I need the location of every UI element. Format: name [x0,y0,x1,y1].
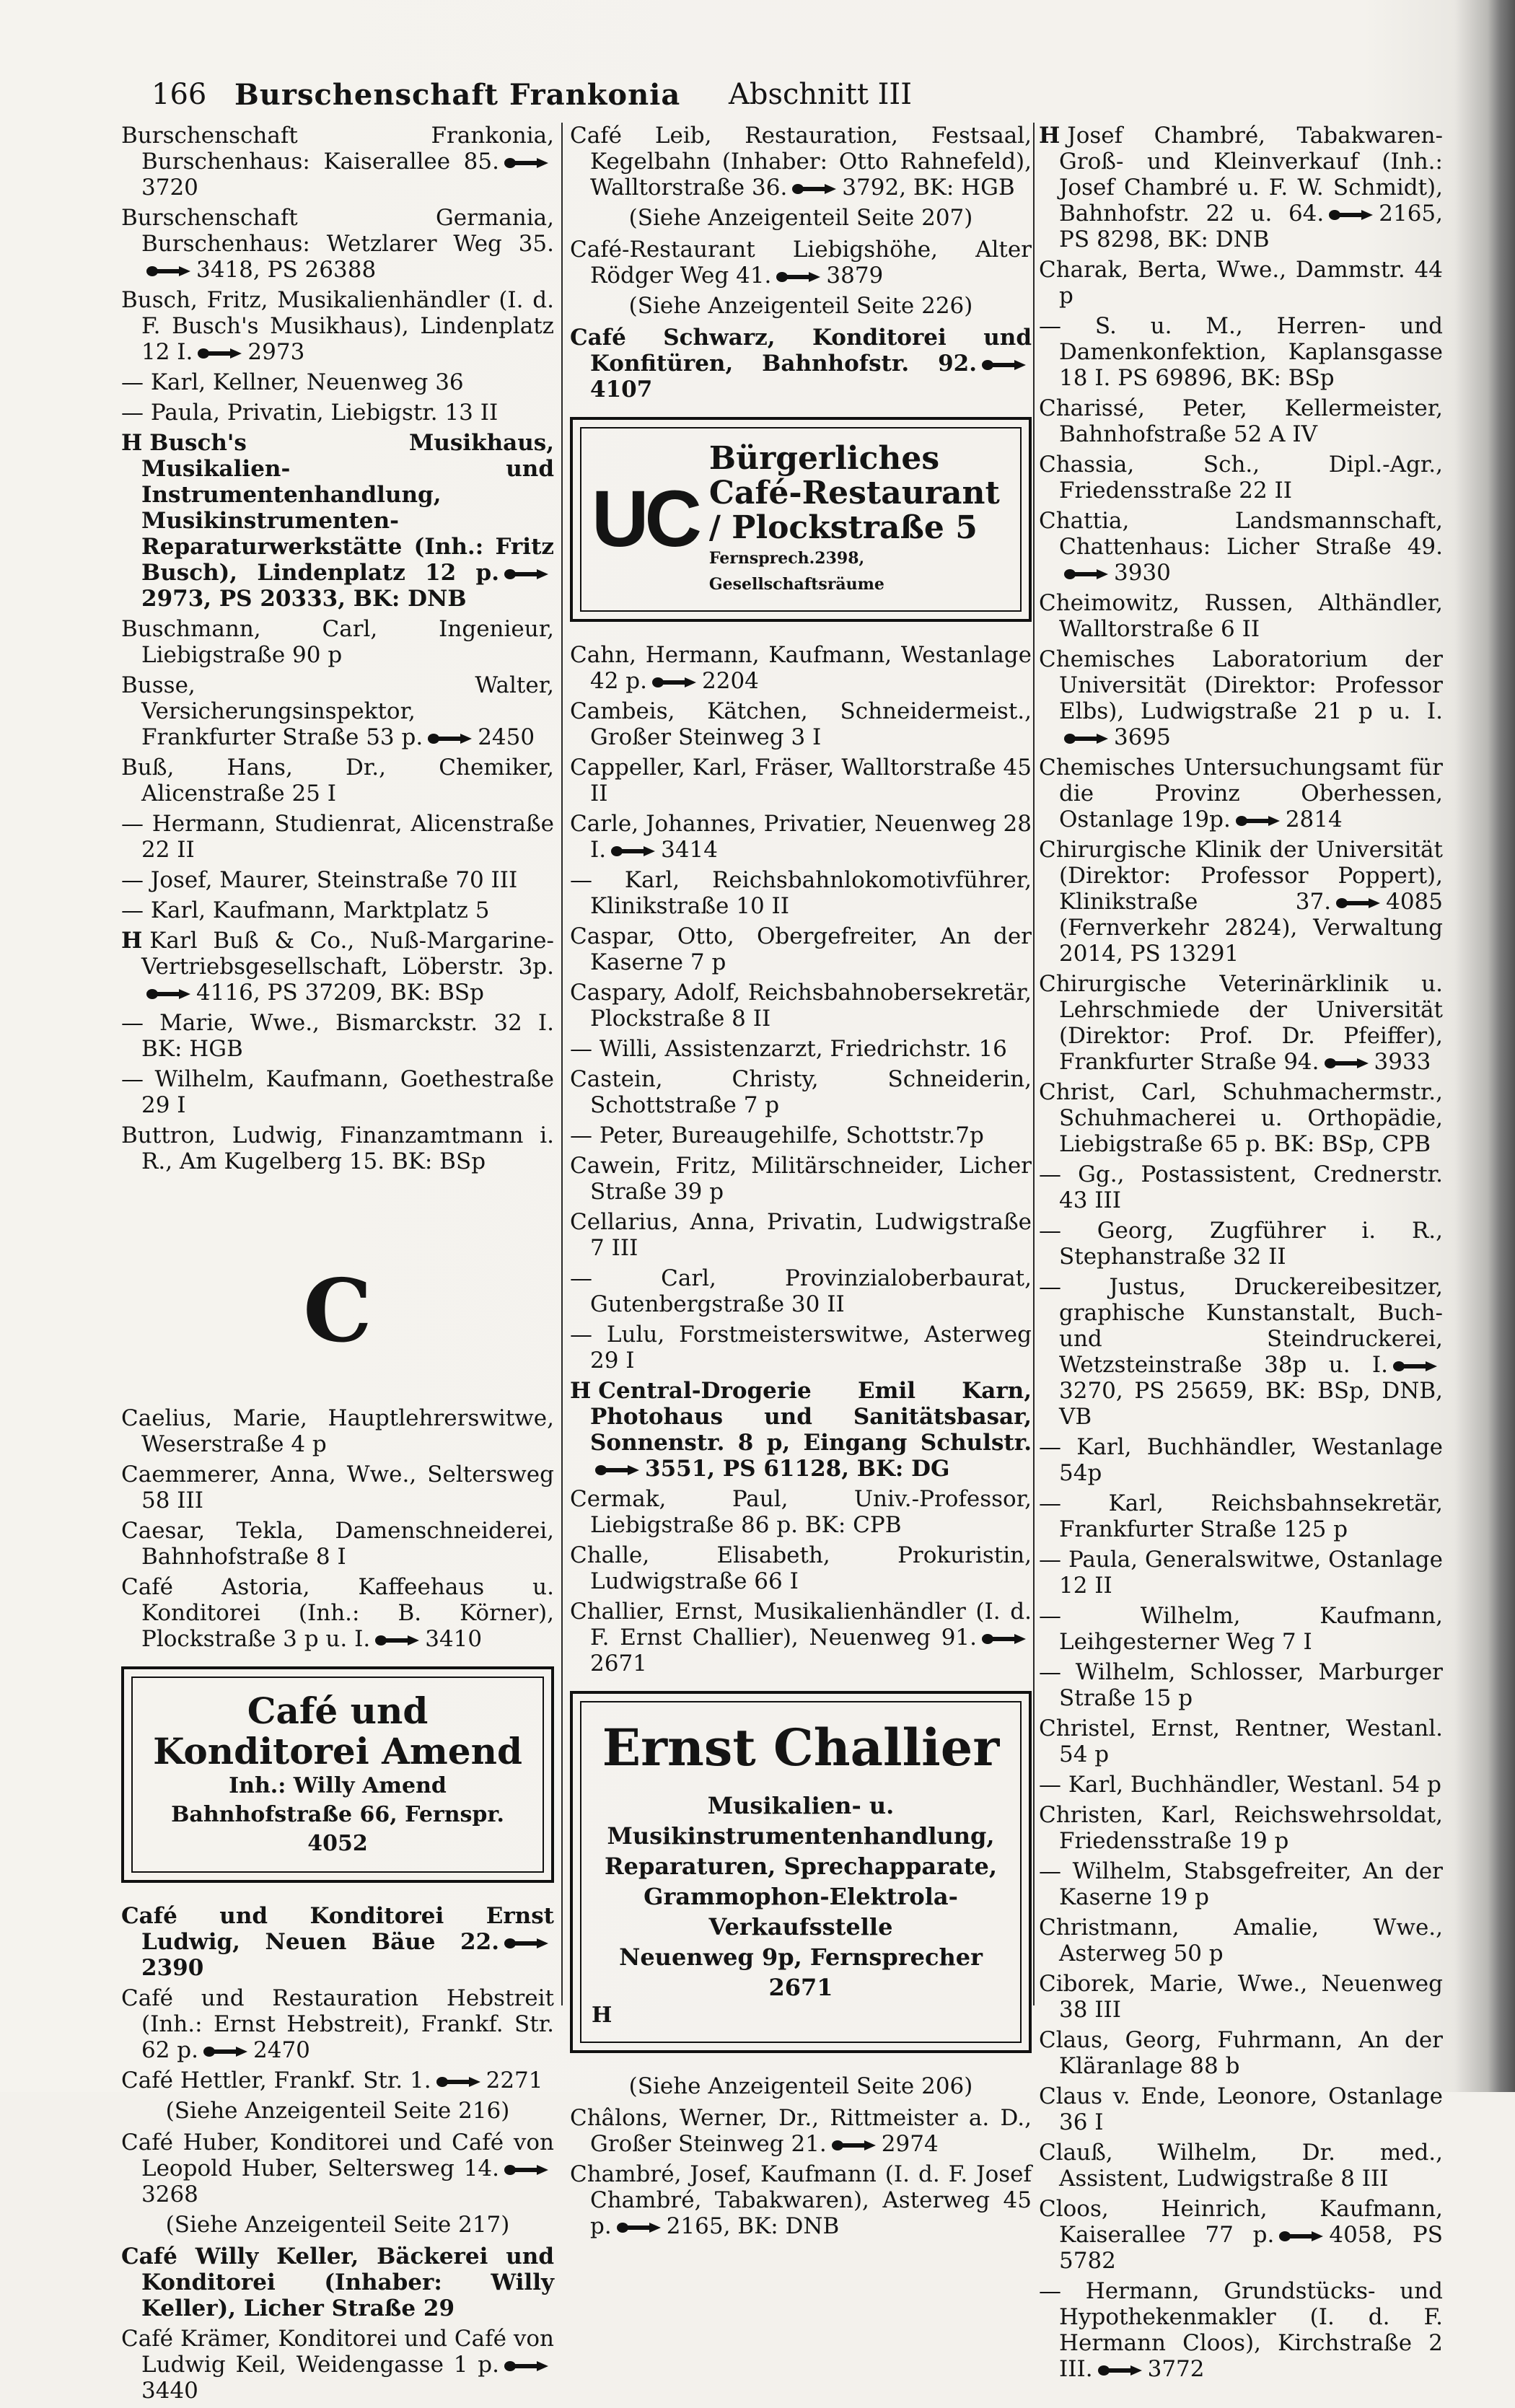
entry-text: — Wilhelm, Stabsgefreiter, An der Kaserne 19 p [1039,1858,1443,1910]
directory-entry [121,1405,554,1457]
entry-text: Chirurgische Veterinärklinik u. Lehrschmiede der Universität (Direktor: Prof. Dr. Pfeiffer), Frankfurter Straße 94. [1039,971,1443,1075]
entry-phone: 2271 [486,2068,543,2093]
entry-text: Claus v. Ende, Leonore, Ostanlage 36 I [1039,2083,1443,2135]
entry-text: Challier, Ernst, Musikalienhändler (I. d. F. Ernst Challier), Neuenweg 91. [570,1599,1032,1651]
entry-mark: H [570,1378,592,1404]
right-column [1039,123,1443,2386]
directory-entry [1039,1971,1443,2023]
telephone-icon [981,1633,1027,1645]
ad-reference-note [570,2073,1032,2099]
telephone-icon [651,676,698,689]
directory-entry [570,1599,1032,1677]
entry-text: — Karl, Reichsbahnlokomotivführer, Klinikstraße 10 II [570,867,1032,919]
directory-entry [1039,1547,1443,1599]
entry-text: Busse, Walter, Versicherungsinspektor, Frankfurter Straße 53 p. [121,672,554,750]
directory-entry [121,867,554,893]
entry-text: — S. u. M., Herren- und Damenkonfektion, Kaplansgasse 18 I. PS 69896, BK: BSp [1039,313,1443,391]
directory-entry [1039,2083,1443,2135]
directory-entry [1039,2027,1443,2079]
entry-mark: H [121,430,143,456]
telephone-icon [791,183,838,195]
entry-text: — Willi, Assistenzarzt, Friedrichstr. 16 [570,1036,1007,1062]
directory-entry [570,123,1032,201]
telephone-icon [1063,732,1110,745]
running-head [152,72,1111,115]
ad-reference-note [570,205,1032,231]
directory-entry [121,1518,554,1570]
entry-text: — Wilhelm, Kaufmann, Leihgesterner Weg 7 I [1039,1603,1443,1655]
entry-text: — Gg., Postassistent, Crednerstr. 43 III [1039,1161,1443,1213]
directory-entry [570,923,1032,975]
entry-text: Charissé, Peter, Kellermeister, Bahnhofstraße 52 A IV [1039,395,1443,447]
ad-uc-cafe [570,417,1032,622]
directory-entry [570,237,1032,289]
telephone-icon [504,568,550,581]
entry-phone: 3792, BK: HGB [842,175,1015,201]
entry-phone: 3933 [1374,1049,1431,1075]
directory-entry [1039,1858,1443,1910]
entry-text: — Paula, Generalswitwe, Ostanlage 12 II [1039,1547,1443,1599]
directory-entry [121,287,554,365]
entry-text: Chirurgische Klinik der Universität (Direktor: Professor Poppert), Klinikstraße 37. [1039,837,1443,915]
telephone-icon [776,271,822,284]
directory-entry [121,1903,554,1981]
directory-entry [121,672,554,750]
directory-entry [1039,1603,1443,1655]
entry-phone: 2973 [247,339,305,365]
directory-entry [1039,508,1443,586]
entry-text: Cambeis, Kätchen, Schneidermeist., Großer Steinweg 3 I [570,698,1032,750]
entry-text: Buschmann, Carl, Ingenieur, Liebigstraße 90 p [121,616,554,668]
entry-phone: 3418, PS 26388 [196,257,377,283]
entry-text: (Siehe Anzeigenteil Seite 217) [165,2212,510,2238]
directory-entry [1039,452,1443,504]
entry-text: Café Willy Keller, Bäckerei und Konditorei (Inhaber: Willy Keller), Licher Straße 29 [121,2244,554,2321]
section-label: Abschnitt III [729,78,913,111]
directory-entry [570,642,1032,694]
entry-phone: 3879 [826,263,884,289]
entry-phone: 3720 [141,175,198,201]
entry-text: Café Krämer, Konditorei und Café von Ludwig Keil, Weidengasse 1 p. [121,2326,554,2378]
entry-text: — Georg, Zugführer i. R., Stephanstraße 32 II [1039,1218,1443,1270]
entry-text: — Hermann, Studienrat, Alicenstraße 22 II [121,811,554,863]
entry-phone: 2390 [141,1955,204,1981]
entry-text: Chemisches Laboratorium der Universität (Direktor: Professor Elbs), Ludwigstraße 21 p u. I. [1039,646,1443,724]
ad-amend-title: Café und Konditorei Amend [153,1689,522,1772]
directory-entry [570,980,1032,1032]
telephone-icon [504,157,550,170]
directory-entry [121,369,554,395]
entry-text: — Carl, Provinzialoberbaurat, Gutenbergstraße 30 II [570,1265,1032,1317]
ad-challier-title: Ernst Challier [602,1718,1000,1778]
entry-text: Café Hettler, Frankf. Str. 1. [121,2068,431,2093]
entry-list-right [1039,123,1443,2382]
telephone-icon [436,2075,482,2088]
entry-text: Josef Chambré, Tabakwaren-Groß- und Kleinverkauf (Inh.: Josef Chambré u. F. W. Schmidt), Bahnhofstr. 22 u. 64. [1059,123,1443,227]
entry-text: — Marie, Wwe., Bismarckstr. 32 I. BK: HGB [121,1010,554,1062]
ad-challier-mark: H [592,2003,612,2028]
directory-entry [121,2326,554,2404]
entry-phone: 4107 [590,377,653,403]
directory-entry [1039,123,1443,252]
entry-text: Cahn, Hermann, Kaufmann, Westanlage 42 p. [570,642,1032,694]
directory-entry [1039,2278,1443,2382]
entry-phone: 2814 [1285,807,1343,832]
telephone-icon [1063,568,1110,581]
entry-text: (Siehe Anzeigenteil Seite 206) [628,2073,973,2099]
entry-text: Café Astoria, Kaffeehaus u. Konditorei (Inh.: B. Körner), Plockstraße 3 p u. I. [121,1574,554,1652]
directory-entry [1039,2140,1443,2192]
directory-entry [1039,1659,1443,1711]
entry-text: Clauß, Wilhelm, Dr. med., Assistent, Ludwigstraße 8 III [1039,2140,1443,2192]
entry-mark: H [1039,123,1060,149]
entry-phone: 3268 [141,2181,198,2207]
entry-phone: 2165, PS 8298, BK: DNB [1059,201,1443,252]
entry-text: — Wilhelm, Kaufmann, Goethestraße 29 I [121,1066,554,1118]
entry-text: — Josef, Maurer, Steinstraße 70 III [121,867,518,893]
entry-text: Christ, Carl, Schuhmachermstr., Schuhmacherei u. Orthopädie, Liebigstraße 65 p. BK: BSp, CPB [1039,1079,1443,1157]
directory-entry [121,205,554,283]
entry-list-bottom-left [121,1903,554,2404]
entry-text: Castein, Christy, Schneiderin, Schottstraße 7 p [570,1066,1032,1118]
entry-text: — Karl, Kaufmann, Marktplatz 5 [121,897,490,923]
entry-text: (Siehe Anzeigenteil Seite 207) [628,205,973,231]
directory-entry [121,2130,554,2207]
directory-entry [1039,1434,1443,1486]
entry-phone: 4085 (Fernverkehr 2824), Verwaltung 2014, PS 13291 [1059,889,1443,967]
directory-entry [1039,1715,1443,1767]
entry-text: Café-Restaurant Liebigshöhe, Alter Rödger Weg 41. [570,237,1032,289]
entry-text: — Justus, Druckereibesitzer, graphische Kunstanstalt, Buch- und Steindruckerei, Wetzsteinstraße 38p u. I. [1039,1274,1443,1378]
entry-text: Central-Drogerie Emil Karn, Photohaus und Sanitätsbasar, Sonnenstr. 8 p, Eingang Schulstr. [590,1378,1032,1456]
entry-text: Christen, Karl, Reichswehrsoldat, Friedensstraße 19 p [1039,1802,1443,1854]
directory-entry [570,698,1032,750]
directory-entry [121,755,554,807]
directory-entry [121,811,554,863]
entry-text: Karl Buß & Co., Nuß-Margarine-Vertriebsgesellschaft, Löberstr. 3p. [141,928,554,980]
directory-entry [1039,837,1443,967]
entry-text: Christmann, Amalie, Wwe., Asterweg 50 p [1039,1915,1443,1967]
entry-text: Burschenschaft Frankonia, Burschenhaus: Kaiserallee 85. [121,123,554,175]
entry-text: — Peter, Bureaugehilfe, Schottstr.7p [570,1122,984,1148]
ad-cafe-amend [121,1666,554,1883]
directory-entry [570,1322,1032,1374]
entry-text: Caspary, Adolf, Reichsbahnobersekretär, Plockstraße 8 II [570,980,1032,1032]
directory-entry [1039,646,1443,750]
entry-text: Claus, Georg, Fuhrmann, An der Kläranlage 88 b [1039,2027,1443,2079]
directory-entry [570,1486,1032,1538]
directory-entry [570,2161,1032,2239]
directory-entry [1039,1161,1443,1213]
telephone-icon [504,1937,550,1950]
directory-entry [570,1036,1032,1062]
entry-text: Cermak, Paul, Univ.-Professor, Liebigstraße 86 p. BK: CPB [570,1486,1032,1538]
entry-text: Charak, Berta, Wwe., Dammstr. 44 p [1039,257,1443,309]
directory-entry [1039,1802,1443,1854]
telephone-icon [1328,208,1374,221]
entry-phone: 3414 [661,837,719,863]
entry-text: Cheimowitz, Russen, Althändler, Walltorstraße 6 II [1039,590,1443,642]
directory-entry [570,1209,1032,1261]
uc-logo: UC [592,475,698,563]
telephone-icon [610,845,656,858]
ad-reference-note [121,2212,554,2238]
entry-text: Carle, Johannes, Privatier, Neuenweg 28 I. [570,811,1032,863]
ad-reference-note [121,2098,554,2124]
entry-text: Café Huber, Konditorei und Café von Leopold Huber, Seltersweg 14. [121,2130,554,2181]
telephone-icon [1392,1360,1439,1373]
entry-text: Christel, Ernst, Rentner, Westanl. 54 p [1039,1715,1443,1767]
directory-entry [121,1462,554,1513]
directory-entry [121,897,554,923]
telephone-icon [1097,2364,1143,2377]
directory-entry [1039,2196,1443,2274]
telephone-icon [203,2045,249,2058]
middle-column [570,123,1032,2244]
entry-text: Chambré, Josef, Kaufmann (I. d. F. Josef Chambré, Tabakwaren), Asterweg 45 p. [570,2161,1032,2239]
left-column [121,123,554,2408]
directory-entry [121,616,554,668]
ad-challier-address: Neuenweg 9p, Fernsprecher 2671 [619,1943,983,2001]
directory-entry [121,2068,554,2093]
entry-text: Caspar, Otto, Obergefreiter, An der Kaserne 7 p [570,923,1032,975]
directory-entry [121,1574,554,1652]
directory-entry [570,755,1032,807]
entry-text: — Hermann, Grundstücks- und Hypothekenmakler (I. d. F. Hermann Cloos), Kirchstraße 2 III. [1039,2278,1443,2382]
ad-uc-sub: Fernsprech.2398, Gesellschaftsräume [708,549,884,594]
running-title: Burschenschaft Frankonia [234,78,681,112]
directory-entry [570,1153,1032,1205]
telephone-icon [374,1634,421,1647]
directory-entry [570,2105,1032,2157]
ad-challier-desc: Musikalien- u. Musikinstrumentenhandlung, Reparaturen, Sprechapparate, Grammophon-Elektrola-Verkaufsstelle [604,1792,997,1941]
entry-list-top-left [121,123,554,1174]
directory-entry [570,1265,1032,1317]
entry-phone: 3270, PS 25659, BK: BSp, DNB, VB [1059,1378,1443,1430]
directory-entry [570,1122,1032,1148]
entry-text: Chassia, Sch., Dipl.-Agr., Friedensstraße 22 II [1039,452,1443,504]
entry-text: — Karl, Kellner, Neuenweg 36 [121,369,464,395]
entry-phone: 2470 [253,2037,310,2063]
entry-text: Café Schwarz, Konditorei und Konfitüren, Bahnhofstr. 92. [570,325,1032,377]
entry-phone: 2204 [702,668,759,694]
entry-phone: 2165, BK: DNB [666,2213,840,2239]
entry-list-top-mid [570,123,1032,403]
entry-phone: 3695 [1114,724,1171,750]
entry-phone: 4058, PS 5782 [1059,2222,1443,2274]
entry-text: (Siehe Anzeigenteil Seite 226) [628,293,973,319]
page-number: 166 [152,78,207,111]
directory-entry [570,1066,1032,1118]
directory-entry [570,1378,1032,1482]
telephone-icon [504,2163,550,2176]
entry-text: Cawein, Fritz, Militärschneider, Licher Straße 39 p [570,1153,1032,1205]
directory-entry [121,2244,554,2321]
telephone-icon [504,2360,550,2373]
directory-entry [1039,590,1443,642]
directory-entry [570,1542,1032,1594]
entry-text: Caesar, Tekla, Damenschneiderei, Bahnhofstraße 8 I [121,1518,554,1570]
entry-text: Cellarius, Anna, Privatin, Ludwigstraße 7 III [570,1209,1032,1261]
directory-entry [1039,1915,1443,1967]
entry-phone: 3410 [425,1626,483,1652]
telephone-icon [427,732,473,745]
entry-text: Buß, Hans, Dr., Chemiker, Alicenstraße 25 I [121,755,554,807]
ad-amend-address: Bahnhofstraße 66, Fernspr. 4052 [171,1802,504,1856]
entry-text: Caelius, Marie, Hauptlehrerswitwe, Weserstraße 4 p [121,1405,554,1457]
ad-uc-name: Bürgerliches Café-Restaurant / Plockstraße 5 [708,440,1000,546]
telephone-icon [1324,1057,1370,1070]
directory-entry [570,811,1032,863]
directory-entry [121,928,554,1006]
entry-phone: 4116, PS 37209, BK: BSp [196,980,484,1006]
entry-text: Café Leib, Restauration, Festsaal, Kegelbahn (Inhaber: Otto Rahnefeld), Walltorstraße 36. [570,123,1032,201]
directory-entry [1039,755,1443,832]
directory-entry [121,400,554,426]
entry-text: — Lulu, Forstmeisterswitwe, Asterweg 29 I [570,1322,1032,1374]
entry-text: (Siehe Anzeigenteil Seite 216) [165,2098,510,2124]
telephone-icon [146,265,192,278]
entry-phone: 2450 [478,724,535,750]
entry-text: Cloos, Heinrich, Kaufmann, Kaiserallee 77 p. [1039,2196,1443,2248]
entry-text: Châlons, Werner, Dr., Rittmeister a. D., Großer Steinweg 21. [570,2105,1032,2157]
directory-entry [570,325,1032,403]
entry-mark: H [121,928,143,954]
telephone-icon [594,1464,641,1477]
entry-text: Ciborek, Marie, Wwe., Neuenweg 38 III [1039,1971,1443,2023]
telephone-icon [1235,814,1281,827]
ad-ernst-challier [570,1691,1032,2053]
telephone-icon [831,2139,877,2152]
entry-text: Busch, Fritz, Musikalienhändler (I. d. F. Busch's Musikhaus), Lindenplatz 12 I. [121,287,554,365]
entry-text: Café und Restauration Hebstreit (Inh.: Ernst Hebstreit), Frankf. Str. 62 p. [121,1985,554,2063]
telephone-icon [1278,2230,1325,2243]
directory-entry [121,1122,554,1174]
entry-text: Busch's Musikhaus, Musikalien- und Instrumentenhandlung, Musikinstrumenten-Reparaturwerkstätte (Inh.: Fritz Busch), Lindenplatz 12 p. [141,430,554,586]
entry-list-c [121,1405,554,1652]
entry-text: — Karl, Buchhändler, Westanlage 54p [1039,1434,1443,1486]
directory-entry [1039,313,1443,391]
entry-text: Chattia, Landsmannschaft, Chattenhaus: Licher Straße 49. [1039,508,1443,560]
entry-phone: 2671 [590,1651,647,1677]
directory-entry [121,1985,554,2063]
ad-amend-owner: Inh.: Willy Amend [229,1773,447,1798]
telephone-icon [1335,897,1382,910]
entry-text: Caemmerer, Anna, Wwe., Seltersweg 58 III [121,1462,554,1513]
entry-phone: 2974 [881,2131,939,2157]
entry-text: — Paula, Privatin, Liebigstr. 13 II [121,400,499,426]
ad-reference-note [570,293,1032,319]
entry-text: Chemisches Untersuchungsamt für die Provinz Oberhessen, Ostanlage 19p. [1039,755,1443,832]
telephone-icon [197,347,243,360]
directory-entry [121,123,554,201]
entry-text: Buttron, Ludwig, Finanzamtmann i. R., Am Kugelberg 15. BK: BSp [121,1122,554,1174]
directory-entry [1039,1274,1443,1430]
directory-entry [1039,1490,1443,1542]
directory-entry [1039,395,1443,447]
entry-text: Café und Konditorei Ernst Ludwig, Neuen Bäue 22. [121,1903,554,1955]
entry-text: — Wilhelm, Schlosser, Marburger Straße 15 p [1039,1659,1443,1711]
telephone-icon [981,359,1027,372]
column-divider-left [561,123,563,2005]
entry-phone: 3440 [141,2378,198,2404]
directory-entry [570,867,1032,919]
directory-entry [121,1066,554,1118]
entry-text: Challe, Elisabeth, Prokuristin, Ludwigstraße 66 I [570,1542,1032,1594]
telephone-icon [616,2221,662,2234]
directory-entry [121,430,554,612]
entry-phone: 3772 [1147,2356,1205,2382]
directory-entry [1039,1772,1443,1798]
directory-entry [1039,1079,1443,1157]
entry-phone: 2973, PS 20333, BK: DNB [141,586,467,612]
entry-phone: 3551, PS 61128, BK: DG [645,1456,950,1482]
entry-text: Cappeller, Karl, Fräser, Walltorstraße 45 II [570,755,1032,807]
column-divider-right [1033,123,1035,2005]
directory-entry [121,1010,554,1062]
entry-list-bottom-mid [570,2073,1032,2239]
entry-text: — Karl, Buchhändler, Westanl. 54 p [1039,1772,1441,1798]
section-letter: C [303,1260,372,1362]
entry-text: — Karl, Reichsbahnsekretär, Frankfurter Straße 125 p [1039,1490,1443,1542]
directory-entry [1039,257,1443,309]
directory-entry [1039,1218,1443,1270]
entry-text: Burschenschaft Germania, Burschenhaus: Wetzlarer Weg 35. [121,205,554,257]
entry-phone: 3930 [1114,560,1171,586]
directory-entry [1039,971,1443,1075]
telephone-icon [146,988,192,1001]
entry-list-mid [570,642,1032,1677]
